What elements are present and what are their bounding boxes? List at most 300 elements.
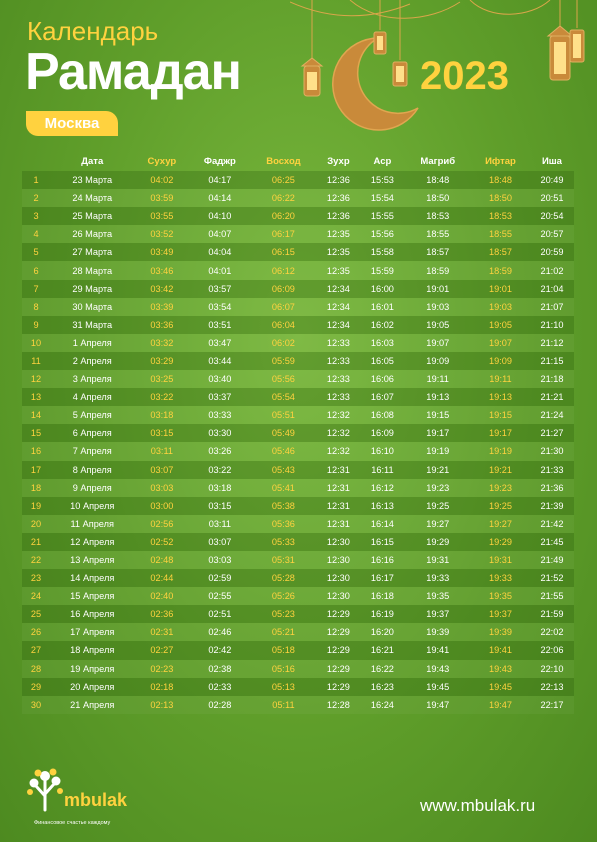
- cell-asr: 16:17: [360, 569, 404, 587]
- cell-date: 8 Апреля: [50, 461, 134, 479]
- cell-fajr: 03:03: [189, 551, 250, 569]
- cell-dhuhr: 12:31: [316, 461, 360, 479]
- cell-sunrise: 05:13: [250, 678, 316, 696]
- table-row: [22, 497, 574, 515]
- cell-maghrib: 18:57: [404, 243, 471, 261]
- website-url: www.mbulak.ru: [420, 796, 536, 815]
- cell-day-number: 7: [22, 280, 50, 298]
- cell-maghrib: 18:53: [404, 207, 471, 225]
- cell-sunrise: 05:36: [250, 515, 316, 533]
- cell-asr: 16:16: [360, 551, 404, 569]
- cell-sunrise: 05:31: [250, 551, 316, 569]
- cell-dhuhr: 12:29: [316, 641, 360, 659]
- cell-iftar: 19:15: [471, 406, 530, 424]
- cell-maghrib: 18:50: [404, 189, 471, 207]
- lantern-icon: [374, 0, 386, 54]
- cell-date: 20 Апреля: [50, 678, 134, 696]
- cell-dhuhr: 12:29: [316, 605, 360, 623]
- table-row: [22, 243, 574, 261]
- cell-isha: 21:12: [530, 334, 574, 352]
- cell-day-number: 2: [22, 189, 50, 207]
- cell-date: 21 Апреля: [50, 696, 134, 714]
- cell-asr: 16:22: [360, 660, 404, 678]
- cell-fajr: 03:47: [189, 334, 250, 352]
- cell-date: 15 Апреля: [50, 587, 134, 605]
- year: 2023: [420, 54, 509, 98]
- cell-asr: 16:00: [360, 280, 404, 298]
- cell-isha: 21:55: [530, 587, 574, 605]
- cell-day-number: 12: [22, 370, 50, 388]
- cell-isha: 20:59: [530, 243, 574, 261]
- cell-day-number: 29: [22, 678, 50, 696]
- cell-fajr: 02:42: [189, 641, 250, 659]
- table-row: [22, 334, 574, 352]
- cell-fajr: 04:01: [189, 261, 250, 279]
- cell-suhur: 03:03: [134, 479, 189, 497]
- cell-iftar: 19:19: [471, 442, 530, 460]
- cell-dhuhr: 12:30: [316, 551, 360, 569]
- cell-asr: 16:10: [360, 442, 404, 460]
- cell-sunrise: 05:54: [250, 388, 316, 406]
- cell-iftar: 19:03: [471, 298, 530, 316]
- cell-maghrib: 19:21: [404, 461, 471, 479]
- cell-dhuhr: 12:31: [316, 497, 360, 515]
- cell-date: 25 Марта: [50, 207, 134, 225]
- cell-isha: 21:49: [530, 551, 574, 569]
- mbulak-tree-logo-icon: [26, 766, 66, 812]
- table-row: [22, 605, 574, 623]
- cell-date: 2 Апреля: [50, 352, 134, 370]
- cell-day-number: 21: [22, 533, 50, 551]
- cell-sunrise: 06:25: [250, 171, 316, 189]
- cell-date: 28 Марта: [50, 261, 134, 279]
- cell-iftar: 18:53: [471, 207, 530, 225]
- cell-isha: 21:36: [530, 479, 574, 497]
- cell-suhur: 02:36: [134, 605, 189, 623]
- cell-iftar: 19:11: [471, 370, 530, 388]
- cell-day-number: 26: [22, 623, 50, 641]
- cell-date: 19 Апреля: [50, 660, 134, 678]
- cell-asr: 15:59: [360, 261, 404, 279]
- lantern-icon: [548, 0, 572, 80]
- cell-suhur: 03:59: [134, 189, 189, 207]
- cell-dhuhr: 12:33: [316, 334, 360, 352]
- cell-isha: 22:06: [530, 641, 574, 659]
- decoration: [290, 0, 597, 140]
- cell-isha: 21:33: [530, 461, 574, 479]
- cell-maghrib: 19:35: [404, 587, 471, 605]
- cell-sunrise: 05:59: [250, 352, 316, 370]
- cell-dhuhr: 12:32: [316, 406, 360, 424]
- cell-sunrise: 05:43: [250, 461, 316, 479]
- cell-suhur: 03:18: [134, 406, 189, 424]
- cell-iftar: 19:25: [471, 497, 530, 515]
- cell-fajr: 02:33: [189, 678, 250, 696]
- cell-asr: 16:12: [360, 479, 404, 497]
- cell-suhur: 03:07: [134, 461, 189, 479]
- cell-asr: 16:23: [360, 678, 404, 696]
- cell-maghrib: 19:09: [404, 352, 471, 370]
- cell-sunrise: 05:56: [250, 370, 316, 388]
- cell-fajr: 04:04: [189, 243, 250, 261]
- cell-maghrib: 19:31: [404, 551, 471, 569]
- cell-date: 27 Марта: [50, 243, 134, 261]
- cell-sunrise: 05:26: [250, 587, 316, 605]
- cell-asr: 16:09: [360, 424, 404, 442]
- cell-sunrise: 06:02: [250, 334, 316, 352]
- cell-maghrib: 19:43: [404, 660, 471, 678]
- cell-dhuhr: 12:30: [316, 569, 360, 587]
- table-row: [22, 533, 574, 551]
- cell-maghrib: 19:11: [404, 370, 471, 388]
- table-row: [22, 352, 574, 370]
- cell-sunrise: 06:09: [250, 280, 316, 298]
- cell-fajr: 03:54: [189, 298, 250, 316]
- brand-tagline: Финансовое счастье каждому: [34, 820, 111, 826]
- cell-suhur: 03:46: [134, 261, 189, 279]
- cell-iftar: 19:05: [471, 316, 530, 334]
- cell-fajr: 03:33: [189, 406, 250, 424]
- column-header-dhuhr: Зухр: [327, 155, 350, 167]
- cell-isha: 21:24: [530, 406, 574, 424]
- cell-day-number: 27: [22, 641, 50, 659]
- cell-suhur: 02:27: [134, 641, 189, 659]
- cell-maghrib: 19:01: [404, 280, 471, 298]
- cell-fajr: 03:11: [189, 515, 250, 533]
- cell-sunrise: 05:23: [250, 605, 316, 623]
- city-label: Москва: [44, 115, 100, 132]
- cell-iftar: 19:37: [471, 605, 530, 623]
- table-row: [22, 641, 574, 659]
- cell-sunrise: 06:15: [250, 243, 316, 261]
- column-header-date: Дата: [81, 155, 104, 167]
- cell-asr: 16:13: [360, 497, 404, 515]
- cell-date: 26 Марта: [50, 225, 134, 243]
- cell-day-number: 30: [22, 696, 50, 714]
- cell-maghrib: 19:41: [404, 641, 471, 659]
- cell-suhur: 03:39: [134, 298, 189, 316]
- cell-isha: 22:02: [530, 623, 574, 641]
- cell-date: 13 Апреля: [50, 551, 134, 569]
- cell-date: 12 Апреля: [50, 533, 134, 551]
- cell-day-number: 9: [22, 316, 50, 334]
- cell-sunrise: 05:51: [250, 406, 316, 424]
- cell-maghrib: 19:15: [404, 406, 471, 424]
- cell-iftar: 19:45: [471, 678, 530, 696]
- cell-iftar: 19:35: [471, 587, 530, 605]
- cell-isha: 21:02: [530, 261, 574, 279]
- cell-day-number: 1: [22, 171, 50, 189]
- cell-fajr: 03:37: [189, 388, 250, 406]
- table-row: [22, 388, 574, 406]
- table-row: [22, 298, 574, 316]
- cell-date: 23 Марта: [50, 171, 134, 189]
- column-header-sunrise: Восход: [266, 155, 301, 167]
- cell-day-number: 16: [22, 442, 50, 460]
- cell-dhuhr: 12:35: [316, 225, 360, 243]
- brand-name: mbulak: [64, 790, 128, 810]
- cell-date: 10 Апреля: [50, 497, 134, 515]
- cell-day-number: 22: [22, 551, 50, 569]
- cell-sunrise: 06:22: [250, 189, 316, 207]
- cell-iftar: 18:57: [471, 243, 530, 261]
- cell-day-number: 4: [22, 225, 50, 243]
- cell-fajr: 03:44: [189, 352, 250, 370]
- cell-isha: 21:30: [530, 442, 574, 460]
- cell-day-number: 20: [22, 515, 50, 533]
- cell-fajr: 04:10: [189, 207, 250, 225]
- table-row: [22, 370, 574, 388]
- cell-fajr: 02:28: [189, 696, 250, 714]
- cell-day-number: 5: [22, 243, 50, 261]
- table-row: [22, 623, 574, 641]
- column-header-iftar: Ифтар: [485, 155, 516, 167]
- cell-fajr: 03:51: [189, 316, 250, 334]
- cell-sunrise: 05:21: [250, 623, 316, 641]
- cell-date: 7 Апреля: [50, 442, 134, 460]
- cell-isha: 20:51: [530, 189, 574, 207]
- cell-iftar: 19:31: [471, 551, 530, 569]
- table-row: [22, 479, 574, 497]
- table-row: [22, 280, 574, 298]
- cell-isha: 20:57: [530, 225, 574, 243]
- cell-day-number: 23: [22, 569, 50, 587]
- cell-fajr: 03:15: [189, 497, 250, 515]
- table-row: [22, 569, 574, 587]
- cell-dhuhr: 12:33: [316, 352, 360, 370]
- cell-dhuhr: 12:30: [316, 533, 360, 551]
- cell-date: 18 Апреля: [50, 641, 134, 659]
- cell-iftar: 19:01: [471, 280, 530, 298]
- cell-sunrise: 06:20: [250, 207, 316, 225]
- cell-suhur: 02:48: [134, 551, 189, 569]
- cell-suhur: 04:02: [134, 171, 189, 189]
- cell-day-number: 10: [22, 334, 50, 352]
- cell-isha: 21:45: [530, 533, 574, 551]
- cell-dhuhr: 12:31: [316, 515, 360, 533]
- cell-dhuhr: 12:32: [316, 424, 360, 442]
- cell-iftar: 18:55: [471, 225, 530, 243]
- table-row: [22, 207, 574, 225]
- cell-fajr: 03:57: [189, 280, 250, 298]
- cell-date: 1 Апреля: [50, 334, 134, 352]
- cell-sunrise: 05:11: [250, 696, 316, 714]
- cell-asr: 16:03: [360, 334, 404, 352]
- cell-day-number: 8: [22, 298, 50, 316]
- table-row: [22, 406, 574, 424]
- cell-iftar: 19:43: [471, 660, 530, 678]
- cell-date: 5 Апреля: [50, 406, 134, 424]
- cell-sunrise: 05:33: [250, 533, 316, 551]
- cell-suhur: 03:52: [134, 225, 189, 243]
- cell-date: 3 Апреля: [50, 370, 134, 388]
- cell-suhur: 03:36: [134, 316, 189, 334]
- table-row: [22, 678, 574, 696]
- cell-maghrib: 19:25: [404, 497, 471, 515]
- cell-suhur: 03:42: [134, 280, 189, 298]
- cell-iftar: 19:27: [471, 515, 530, 533]
- cell-fajr: 04:14: [189, 189, 250, 207]
- cell-date: 30 Марта: [50, 298, 134, 316]
- cell-suhur: 03:11: [134, 442, 189, 460]
- cell-asr: 16:02: [360, 316, 404, 334]
- cell-maghrib: 19:27: [404, 515, 471, 533]
- cell-date: 31 Марта: [50, 316, 134, 334]
- cell-maghrib: 19:07: [404, 334, 471, 352]
- cell-suhur: 02:23: [134, 660, 189, 678]
- cell-dhuhr: 12:36: [316, 171, 360, 189]
- cell-dhuhr: 12:29: [316, 678, 360, 696]
- cell-isha: 21:04: [530, 280, 574, 298]
- cell-day-number: 13: [22, 388, 50, 406]
- cell-suhur: 02:13: [134, 696, 189, 714]
- cell-suhur: 02:52: [134, 533, 189, 551]
- cell-day-number: 25: [22, 605, 50, 623]
- cell-iftar: 18:59: [471, 261, 530, 279]
- table-row: [22, 660, 574, 678]
- cell-iftar: 19:39: [471, 623, 530, 641]
- cell-date: 6 Апреля: [50, 424, 134, 442]
- cell-fajr: 04:17: [189, 171, 250, 189]
- cell-isha: 21:39: [530, 497, 574, 515]
- cell-maghrib: 19:05: [404, 316, 471, 334]
- cell-suhur: 03:29: [134, 352, 189, 370]
- cell-maghrib: 19:23: [404, 479, 471, 497]
- cell-maghrib: 19:33: [404, 569, 471, 587]
- cell-sunrise: 05:49: [250, 424, 316, 442]
- cell-sunrise: 06:17: [250, 225, 316, 243]
- cell-maghrib: 19:13: [404, 388, 471, 406]
- cell-fajr: 03:18: [189, 479, 250, 497]
- prayer-times-table: [22, 151, 574, 714]
- cell-dhuhr: 12:29: [316, 623, 360, 641]
- cell-sunrise: 06:07: [250, 298, 316, 316]
- cell-suhur: 02:40: [134, 587, 189, 605]
- cell-date: 9 Апреля: [50, 479, 134, 497]
- cell-fajr: 03:26: [189, 442, 250, 460]
- cell-dhuhr: 12:34: [316, 280, 360, 298]
- cell-suhur: 03:25: [134, 370, 189, 388]
- table-row: [22, 171, 574, 189]
- cell-iftar: 19:09: [471, 352, 530, 370]
- cell-suhur: 03:32: [134, 334, 189, 352]
- cell-dhuhr: 12:32: [316, 442, 360, 460]
- cell-day-number: 6: [22, 261, 50, 279]
- cell-maghrib: 19:17: [404, 424, 471, 442]
- cell-maghrib: 18:59: [404, 261, 471, 279]
- cell-isha: 21:21: [530, 388, 574, 406]
- cell-maghrib: 19:39: [404, 623, 471, 641]
- cell-fajr: 03:07: [189, 533, 250, 551]
- cell-suhur: 02:44: [134, 569, 189, 587]
- cell-suhur: 03:15: [134, 424, 189, 442]
- cell-day-number: 24: [22, 587, 50, 605]
- subtitle: Календарь: [27, 16, 159, 46]
- cell-isha: 20:49: [530, 171, 574, 189]
- cell-asr: 16:15: [360, 533, 404, 551]
- table-row: [22, 225, 574, 243]
- cell-asr: 16:05: [360, 352, 404, 370]
- cell-maghrib: 18:55: [404, 225, 471, 243]
- cell-asr: 15:58: [360, 243, 404, 261]
- cell-isha: 21:07: [530, 298, 574, 316]
- cell-fajr: 02:38: [189, 660, 250, 678]
- cell-date: 4 Апреля: [50, 388, 134, 406]
- table-row: [22, 515, 574, 533]
- table-header-row: [22, 151, 574, 171]
- column-header-fajr: Фаджр: [203, 155, 236, 167]
- cell-dhuhr: 12:36: [316, 189, 360, 207]
- cell-dhuhr: 12:35: [316, 261, 360, 279]
- cell-maghrib: 19:19: [404, 442, 471, 460]
- cell-iftar: 19:29: [471, 533, 530, 551]
- cell-isha: 21:10: [530, 316, 574, 334]
- cell-iftar: 19:47: [471, 696, 530, 714]
- cell-fajr: 03:30: [189, 424, 250, 442]
- cell-sunrise: 05:18: [250, 641, 316, 659]
- cell-isha: 22:17: [530, 696, 574, 714]
- cell-isha: 22:13: [530, 678, 574, 696]
- cell-iftar: 19:17: [471, 424, 530, 442]
- table-row: [22, 261, 574, 279]
- cell-iftar: 19:23: [471, 479, 530, 497]
- cell-dhuhr: 12:31: [316, 479, 360, 497]
- cell-sunrise: 05:38: [250, 497, 316, 515]
- cell-dhuhr: 12:36: [316, 207, 360, 225]
- cell-iftar: 19:21: [471, 461, 530, 479]
- cell-suhur: 03:55: [134, 207, 189, 225]
- cell-isha: 21:18: [530, 370, 574, 388]
- cell-day-number: 3: [22, 207, 50, 225]
- cell-iftar: 19:13: [471, 388, 530, 406]
- cell-fajr: 03:40: [189, 370, 250, 388]
- cell-isha: 21:59: [530, 605, 574, 623]
- cell-isha: 22:10: [530, 660, 574, 678]
- cell-day-number: 28: [22, 660, 50, 678]
- cell-sunrise: 06:04: [250, 316, 316, 334]
- column-header-isha: Иша: [541, 155, 562, 167]
- cell-asr: 15:53: [360, 171, 404, 189]
- cell-isha: 21:42: [530, 515, 574, 533]
- cell-date: 29 Марта: [50, 280, 134, 298]
- cell-iftar: 19:07: [471, 334, 530, 352]
- cell-sunrise: 05:16: [250, 660, 316, 678]
- table-row: [22, 424, 574, 442]
- cell-dhuhr: 12:33: [316, 388, 360, 406]
- cell-suhur: 03:22: [134, 388, 189, 406]
- cell-day-number: 11: [22, 352, 50, 370]
- table-row: [22, 189, 574, 207]
- cell-iftar: 19:41: [471, 641, 530, 659]
- cell-fajr: 03:22: [189, 461, 250, 479]
- cell-asr: 16:24: [360, 696, 404, 714]
- cell-maghrib: 19:45: [404, 678, 471, 696]
- cell-maghrib: 19:03: [404, 298, 471, 316]
- cell-asr: 16:21: [360, 641, 404, 659]
- cell-iftar: 18:48: [471, 171, 530, 189]
- table-row: [22, 316, 574, 334]
- cell-dhuhr: 12:35: [316, 243, 360, 261]
- cell-maghrib: 19:47: [404, 696, 471, 714]
- cell-sunrise: 05:41: [250, 479, 316, 497]
- column-header-suhur: Сухур: [147, 155, 177, 167]
- table-row: [22, 442, 574, 460]
- cell-dhuhr: 12:33: [316, 370, 360, 388]
- column-header-number: [22, 151, 50, 171]
- cell-asr: 16:20: [360, 623, 404, 641]
- cell-iftar: 18:50: [471, 189, 530, 207]
- cell-fajr: 02:59: [189, 569, 250, 587]
